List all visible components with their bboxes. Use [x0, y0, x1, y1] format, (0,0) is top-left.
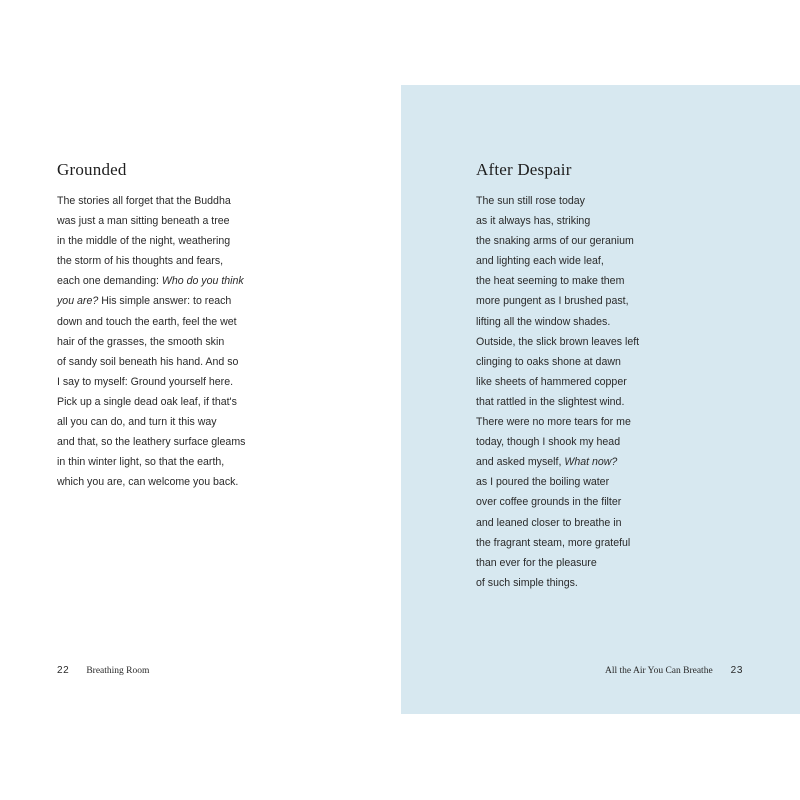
poem-line: the storm of his thoughts and fears,	[57, 255, 224, 268]
poem-line: of sandy soil beneath his hand. And so	[57, 355, 239, 368]
poem-line: of such simple things.	[476, 576, 578, 589]
italic-phrase: What now?	[564, 456, 618, 469]
poem-line: in the middle of the night, weathering	[57, 235, 231, 248]
poem-line: hair of the grasses, the smooth skin	[57, 335, 225, 348]
poem-line	[57, 291, 245, 311]
poem-line: like sheets of hammered copper	[476, 375, 627, 388]
poem-line: the heat seeming to make them	[476, 275, 625, 288]
poem-line-text: His simple answer: to reach	[101, 295, 232, 308]
poem-line: over coffee grounds in the filter	[476, 496, 622, 509]
poem-line: than ever for the pleasure	[476, 556, 597, 569]
poem-line	[476, 452, 639, 472]
poem-line-text: each one demanding:	[57, 275, 162, 288]
poem-line: There were no more tears for me	[476, 416, 631, 429]
poem-line: as I poured the boiling water	[476, 476, 610, 489]
poem-line: I say to myself: Ground yourself here.	[57, 375, 234, 388]
poem-line: the snaking arms of our geranium	[476, 235, 634, 248]
poem-line: and that, so the leathery surface gleams	[57, 436, 246, 449]
left-page-footer	[57, 665, 149, 676]
poem-line: all you can do, and turn it this way	[57, 416, 217, 429]
poem-line: down and touch the earth, feel the wet	[57, 315, 237, 328]
running-head: All the Air You Can Breathe	[605, 666, 713, 676]
poem-line	[57, 271, 245, 291]
poem-body-after-despair	[476, 191, 639, 593]
poem-line: and lighting each wide leaf,	[476, 255, 604, 268]
poem-title-after-despair: After Despair	[476, 160, 572, 179]
italic-phrase: you are?	[57, 295, 99, 308]
running-head: Breathing Room	[86, 666, 150, 676]
poem-line-text: and asked myself,	[476, 456, 565, 469]
poem-body-grounded	[57, 191, 245, 492]
poem-line: which you are, can welcome you back.	[57, 476, 239, 489]
poem-line: lifting all the window shades.	[476, 315, 611, 328]
poem-line: Pick up a single dead oak leaf, if that's	[57, 395, 237, 408]
poem-line: clinging to oaks shone at dawn	[476, 355, 621, 368]
poem-line: more pungent as I brushed past,	[476, 295, 629, 308]
poem-line: that rattled in the slightest wind.	[476, 395, 625, 408]
poem-line: The sun still rose today	[476, 195, 585, 207]
italic-phrase: Who do you think	[161, 275, 244, 288]
poem-line: was just a man sitting beneath a tree	[57, 215, 230, 228]
poem-line: and leaned closer to breathe in	[476, 516, 622, 529]
poem-title-grounded: Grounded	[57, 160, 127, 179]
page-number: 22	[57, 665, 70, 676]
right-page-footer	[605, 665, 743, 676]
poem-line: as it always has, striking	[476, 215, 591, 228]
poem-line: in thin winter light, so that the earth,	[57, 456, 225, 469]
poem-line: The stories all forget that the Buddha	[57, 195, 231, 207]
poem-line: the fragrant steam, more grateful	[476, 536, 631, 549]
page-number: 23	[730, 665, 743, 676]
poem-line: Outside, the slick brown leaves left	[476, 335, 640, 348]
poem-line: today, though I shook my head	[476, 436, 621, 449]
